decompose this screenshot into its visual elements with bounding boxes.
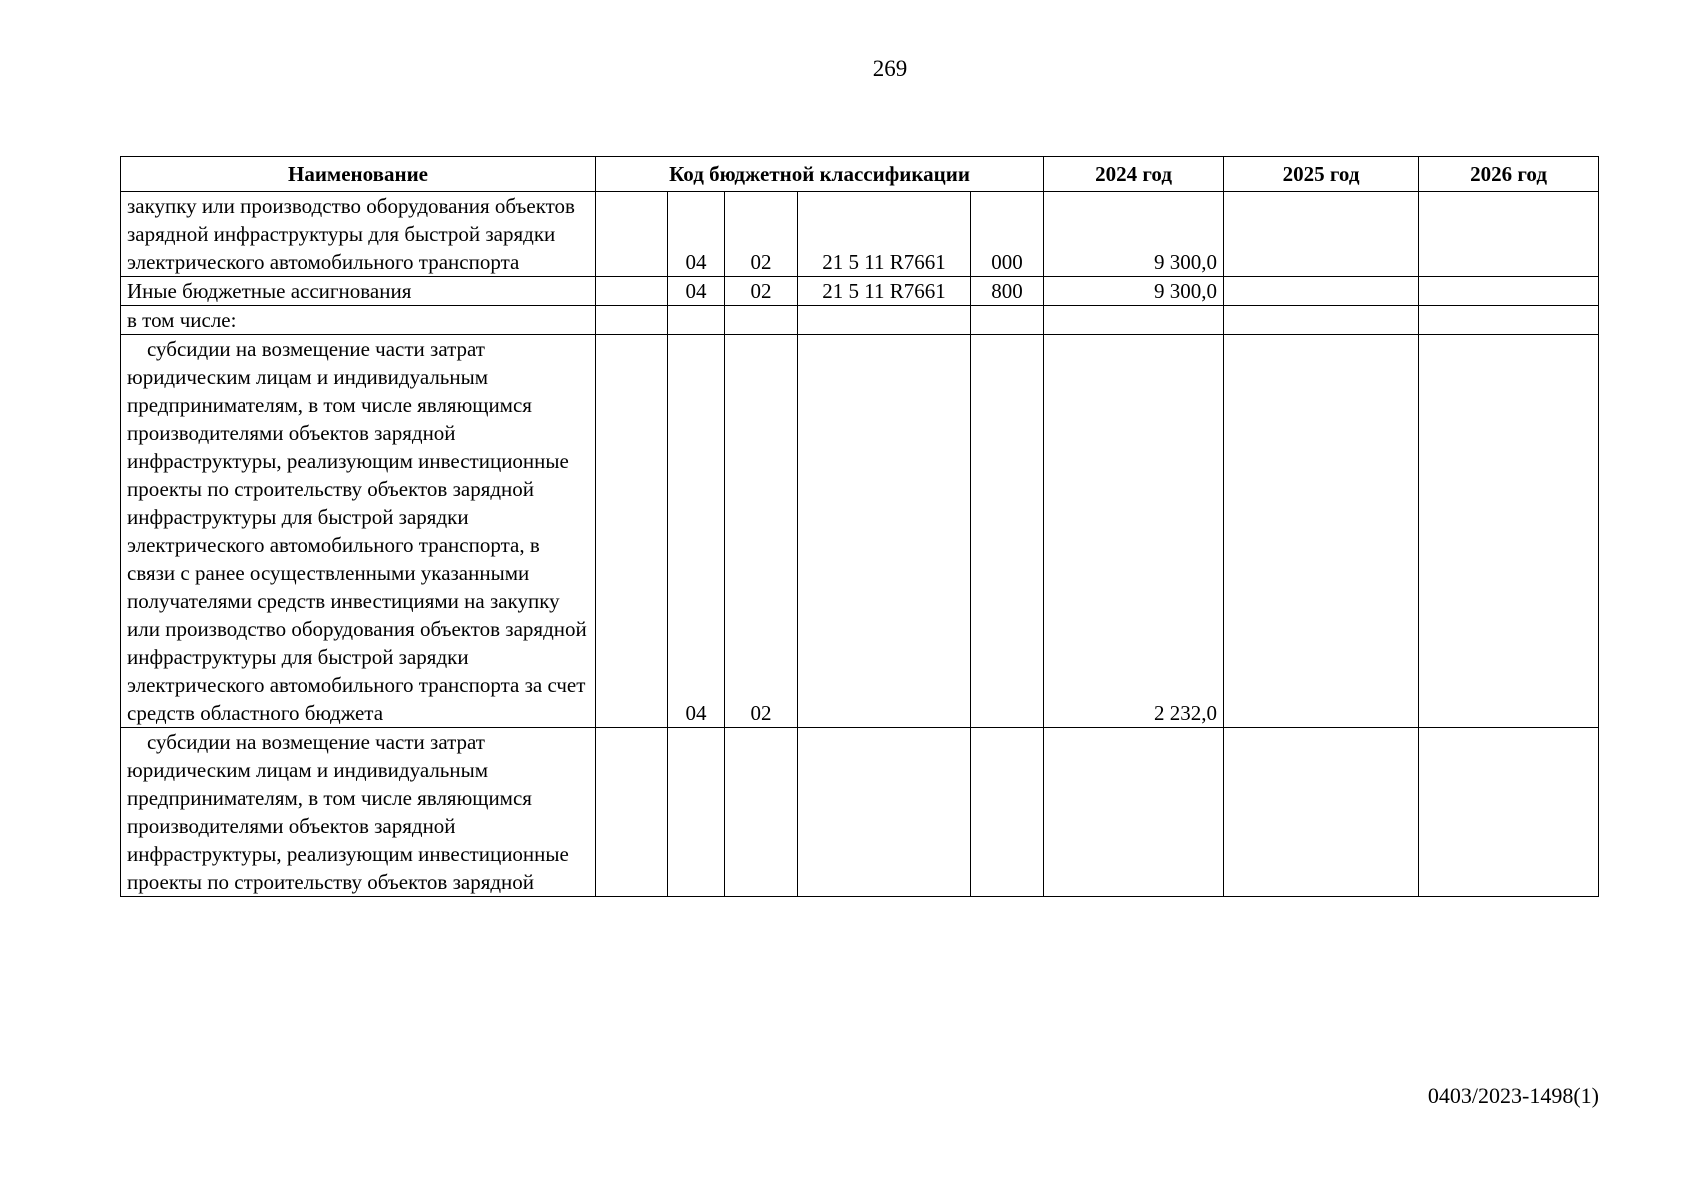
- budget-table: [120, 156, 1599, 897]
- code-target-article: [798, 306, 971, 335]
- value-2025: [1224, 192, 1419, 277]
- code-cell: [596, 335, 668, 728]
- header-2026: 2026 год: [1419, 157, 1599, 192]
- row-name: в том числе:: [121, 306, 596, 335]
- code-subsection: 02: [725, 335, 798, 728]
- code-section: 04: [668, 192, 725, 277]
- code-cell: [596, 306, 668, 335]
- table-row: [121, 277, 1599, 306]
- table-row: [121, 335, 1599, 728]
- code-cell: [596, 192, 668, 277]
- header-2024: 2024 год: [1044, 157, 1224, 192]
- code-section: 04: [668, 277, 725, 306]
- table-row: [121, 728, 1599, 897]
- value-2026: [1419, 728, 1599, 897]
- value-2026: [1419, 335, 1599, 728]
- code-expense-type: [971, 728, 1044, 897]
- header-2025: 2025 год: [1224, 157, 1419, 192]
- code-expense-type: [971, 335, 1044, 728]
- code-subsection: 02: [725, 277, 798, 306]
- code-section: [668, 728, 725, 897]
- value-2026: [1419, 306, 1599, 335]
- code-expense-type: 000: [971, 192, 1044, 277]
- row-name: закупку или производство оборудования объектов зарядной инфраструктуры для быстрой зарядки электрического автомобильного транспорта: [121, 192, 596, 277]
- row-name: субсидии на возмещение части затрат юридическим лицам и индивидуальным предпринимателям, в том числе являющимся производителями объектов зарядной инфраструктуры, реализующим инвестиционные проекты по строительству объектов зарядной: [121, 728, 596, 897]
- value-2025: [1224, 277, 1419, 306]
- code-target-article: [798, 335, 971, 728]
- row-name: Иные бюджетные ассигнования: [121, 277, 596, 306]
- code-section: [668, 306, 725, 335]
- value-2025: [1224, 728, 1419, 897]
- table-row: [121, 306, 1599, 335]
- code-cell: [596, 277, 668, 306]
- code-expense-type: 800: [971, 277, 1044, 306]
- row-name: субсидии на возмещение части затрат юридическим лицам и индивидуальным предпринимателям, в том числе являющимся производителями объектов зарядной инфраструктуры, реализующим инвестиционные проекты по строительству объектов зарядной инфраструктуры для быстрой зарядки электрического автомобильного транспорта, в связи с ранее осуществленными указанными получателями средств инвестициями на закупку или производство оборудования объектов зарядной инфраструктуры для быстрой зарядки электрического автомобильного транспорта за счет средств областного бюджета: [121, 335, 596, 728]
- value-2025: [1224, 306, 1419, 335]
- value-2024: 2 232,0: [1044, 335, 1224, 728]
- value-2024: [1044, 306, 1224, 335]
- value-2025: [1224, 335, 1419, 728]
- header-budget-code: Код бюджетной классификации: [596, 157, 1044, 192]
- code-target-article: 21 5 11 R7661: [798, 192, 971, 277]
- code-cell: [596, 728, 668, 897]
- table-row: [121, 192, 1599, 277]
- code-subsection: [725, 728, 798, 897]
- value-2026: [1419, 192, 1599, 277]
- header-name: Наименование: [121, 157, 596, 192]
- code-target-article: [798, 728, 971, 897]
- value-2026: [1419, 277, 1599, 306]
- value-2024: [1044, 728, 1224, 897]
- page-number: 269: [872, 56, 908, 81]
- code-subsection: 02: [725, 192, 798, 277]
- value-2024: 9 300,0: [1044, 192, 1224, 277]
- table-header-row: [121, 157, 1599, 192]
- code-expense-type: [971, 306, 1044, 335]
- code-subsection: [725, 306, 798, 335]
- value-2024: 9 300,0: [1044, 277, 1224, 306]
- code-target-article: 21 5 11 R7661: [798, 277, 971, 306]
- document-code: 0403/2023-1498(1): [1427, 1083, 1599, 1108]
- code-section: 04: [668, 335, 725, 728]
